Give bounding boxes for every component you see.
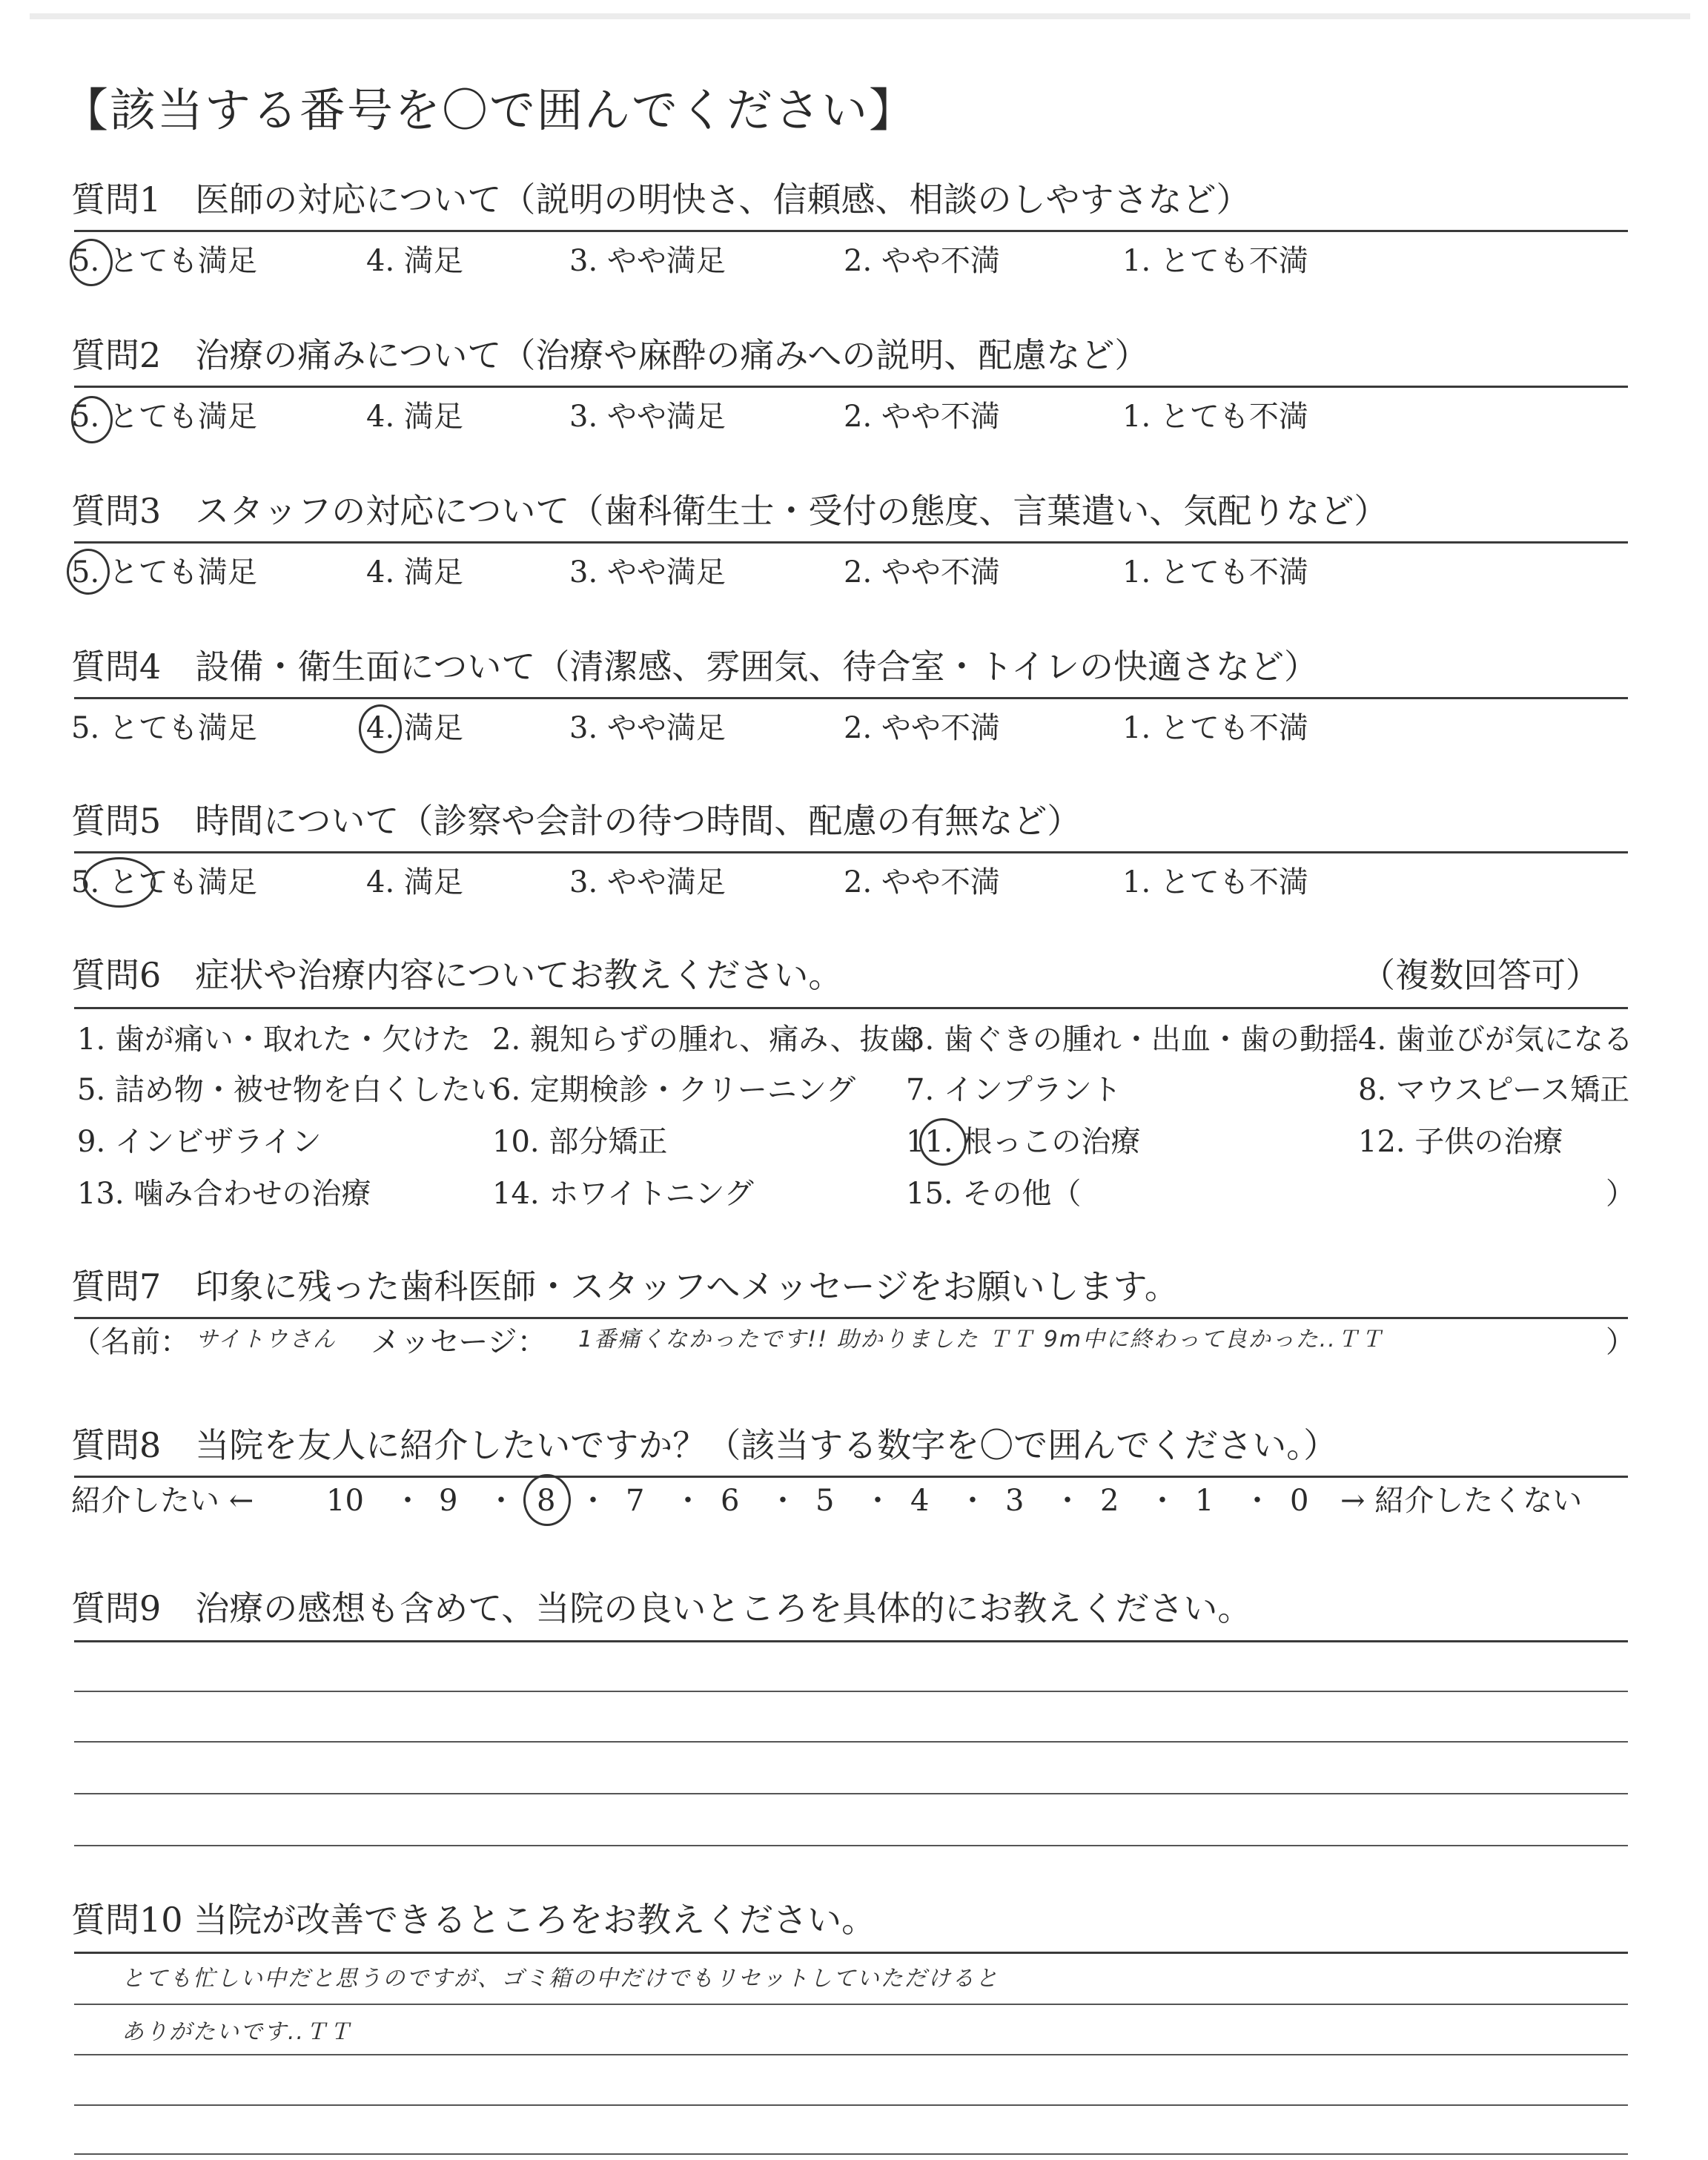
q5-option-1[interactable]: 1. とても不満	[1122, 865, 1308, 899]
q3-option-5[interactable]: 5. とても満足	[71, 555, 257, 589]
q2-selection-circle	[71, 396, 113, 443]
q8-scale-3[interactable]: 3	[1005, 1484, 1025, 1518]
q3-option-4[interactable]: 4. 満足	[366, 555, 463, 589]
question-7-label: 質問7 印象に残った歯科医師・スタッフへメッセージをお願いします。	[71, 1266, 1179, 1307]
q4-selection-circle	[359, 704, 402, 753]
q5-option-5[interactable]: 5. とても満足	[71, 865, 257, 899]
question-4-rule	[74, 697, 1628, 699]
q8-scale-1[interactable]: 1	[1195, 1484, 1214, 1518]
q8-scale-6[interactable]: 6	[721, 1484, 740, 1518]
q3-option-1[interactable]: 1. とても不満	[1122, 555, 1308, 589]
q8-scale-4[interactable]: 4	[910, 1484, 930, 1518]
q9-answer-line[interactable]	[74, 1793, 1628, 1794]
q8-scale-5[interactable]: 5	[815, 1484, 835, 1518]
q8-separator: ・	[1148, 1484, 1177, 1518]
q10-answer-line[interactable]	[74, 2153, 1628, 2155]
question-6-note: （複数回答可）	[1361, 955, 1600, 995]
q1-option-2[interactable]: 2. やや不満	[844, 244, 1000, 278]
q10-answer-line	[74, 2004, 1628, 2005]
q5-option-3[interactable]: 3. やや満足	[569, 865, 726, 899]
q8-separator: ・	[486, 1484, 516, 1518]
question-8-label: 質問8 当院を友人に紹介したいですか？（該当する数字を〇で囲んでください。）	[71, 1425, 1338, 1465]
q4-option-3[interactable]: 3. やや満足	[569, 711, 726, 745]
question-10-label: 質問10 当院が改善できるところをお教えください。	[71, 1900, 876, 1940]
q9-answer-line[interactable]	[74, 1845, 1628, 1846]
q8-selection-circle	[523, 1474, 571, 1526]
q6-item-11[interactable]: 11. 根っこの治療	[906, 1125, 1141, 1159]
question-2-label: 質問2 治療の痛みについて（治療や麻酔の痛みへの説明、配慮など）	[71, 335, 1149, 375]
q8-separator: ・	[578, 1484, 608, 1518]
q6-item-3[interactable]: 3. 歯ぐきの腫れ・出血・歯の動揺	[906, 1023, 1359, 1057]
q8-right-label: → 紹介したくない	[1340, 1484, 1583, 1518]
scan-top-edge	[30, 13, 1690, 19]
q2-option-2[interactable]: 2. やや不満	[844, 400, 1000, 434]
question-1-rule	[74, 230, 1628, 232]
q10-answer-line	[74, 2054, 1628, 2055]
q10-answer-line-1[interactable]: とても忙しい中だと思うのですが、ゴミ箱の中だけでもリセットしていただけると	[122, 1966, 999, 1992]
q1-option-5[interactable]: 5. とても満足	[71, 244, 257, 278]
q9-answer-line[interactable]	[74, 1741, 1628, 1743]
q6-item-4[interactable]: 4. 歯並びが気になる	[1358, 1023, 1633, 1057]
q4-option-2[interactable]: 2. やや不満	[844, 711, 1000, 745]
q5-option-4[interactable]: 4. 満足	[366, 865, 463, 899]
q4-option-4[interactable]: 4. 満足	[366, 711, 463, 745]
q10-answer-line[interactable]	[74, 2104, 1628, 2106]
q8-separator: ・	[673, 1484, 703, 1518]
q6-item-9[interactable]: 9. インビザライン	[77, 1125, 322, 1159]
q6-item-5[interactable]: 5. 詰め物・被せ物を白くしたい	[77, 1073, 500, 1107]
q7-message-value[interactable]: 1番痛くなかったです!! 助かりました ＴＴ 9m中に終わって良かった..ＴＴ	[578, 1327, 1384, 1353]
q6-item-12[interactable]: 12. 子供の治療	[1358, 1125, 1563, 1159]
q2-option-1[interactable]: 1. とても不満	[1122, 400, 1308, 434]
q6-item-15[interactable]: 15. その他（	[906, 1177, 1082, 1211]
q6-selection-circle	[919, 1118, 967, 1166]
q9-answer-line[interactable]	[74, 1691, 1628, 1692]
q6-item-15-close: ）	[1606, 1177, 1635, 1211]
question-9-rule	[74, 1640, 1628, 1642]
q8-scale-10[interactable]: 10	[326, 1484, 364, 1518]
q2-option-5[interactable]: 5. とても満足	[71, 400, 257, 434]
q8-separator: ・	[863, 1484, 893, 1518]
question-8-rule	[74, 1476, 1628, 1478]
q6-item-10[interactable]: 10. 部分矯正	[492, 1125, 668, 1159]
q3-option-2[interactable]: 2. やや不満	[844, 555, 1000, 589]
q1-option-4[interactable]: 4. 満足	[366, 244, 463, 278]
q10-answer-line-2[interactable]: ありがたいです..ＴＴ	[122, 2019, 353, 2045]
q6-item-6[interactable]: 6. 定期検診・クリーニング	[492, 1073, 856, 1107]
q8-scale-7[interactable]: 7	[626, 1484, 645, 1518]
q4-option-1[interactable]: 1. とても不満	[1122, 711, 1308, 745]
question-6-label: 質問6 症状や治療内容についてお教えください。	[71, 955, 843, 995]
q6-item-13[interactable]: 13. 噛み合わせの治療	[77, 1177, 371, 1211]
q1-option-1[interactable]: 1. とても不満	[1122, 244, 1308, 278]
q8-scale-9[interactable]: 9	[439, 1484, 458, 1518]
q8-separator: ・	[958, 1484, 987, 1518]
q2-option-4[interactable]: 4. 満足	[366, 400, 463, 434]
q7-name-value[interactable]: サイトウさん	[196, 1327, 337, 1353]
q8-separator: ・	[393, 1484, 423, 1518]
q1-selection-circle	[70, 239, 113, 286]
q4-option-5[interactable]: 5. とても満足	[71, 711, 257, 745]
question-3-label: 質問3 スタッフの対応について（歯科衛生士・受付の態度、言葉遣い、気配りなど）	[71, 491, 1388, 531]
question-10-rule	[74, 1952, 1628, 1954]
q3-selection-circle	[67, 549, 110, 595]
question-6-rule	[74, 1007, 1628, 1009]
q8-separator: ・	[1053, 1484, 1082, 1518]
q1-option-3[interactable]: 3. やや満足	[569, 244, 726, 278]
q6-item-7[interactable]: 7. インプラント	[906, 1073, 1122, 1107]
q3-option-3[interactable]: 3. やや満足	[569, 555, 726, 589]
q5-option-2[interactable]: 2. やや不満	[844, 865, 1000, 899]
question-3-rule	[74, 541, 1628, 544]
question-2-rule	[74, 386, 1628, 388]
q7-message-label: メッセージ：	[371, 1325, 547, 1359]
q8-scale-0[interactable]: 0	[1290, 1484, 1309, 1518]
q6-item-1[interactable]: 1. 歯が痛い・取れた・欠けた	[77, 1023, 471, 1057]
q5-selection-circle	[83, 857, 156, 908]
page-heading: 【該当する番号を〇で囲んでください】	[62, 83, 917, 137]
question-4-label: 質問4 設備・衛生面について（清潔感、雰囲気、待合室・トイレの快適さなど）	[71, 647, 1319, 687]
q6-item-14[interactable]: 14. ホワイトニング	[492, 1177, 754, 1211]
q6-item-2[interactable]: 2. 親知らずの腫れ、痛み、抜歯	[492, 1023, 919, 1057]
q2-option-3[interactable]: 3. やや満足	[569, 400, 726, 434]
q8-left-label: 紹介したい ←	[71, 1484, 254, 1518]
q8-scale-2[interactable]: 2	[1100, 1484, 1119, 1518]
question-7-rule	[74, 1317, 1628, 1319]
q8-scale-8[interactable]: 8	[537, 1484, 556, 1518]
question-9-label: 質問9 治療の感想も含めて、当院の良いところを具体的にお教えください。	[71, 1588, 1252, 1628]
q8-separator: ・	[768, 1484, 798, 1518]
q8-separator: ・	[1242, 1484, 1272, 1518]
question-5-rule	[74, 851, 1628, 853]
question-5-label: 質問5 時間について（診察や会計の待つ時間、配慮の有無など）	[71, 801, 1082, 841]
q6-item-8[interactable]: 8. マウスピース矯正	[1358, 1073, 1630, 1107]
q7-name-label: （名前：	[71, 1325, 190, 1359]
question-1-label: 質問1 医師の対応について（説明の明快さ、信頼感、相談のしやすさなど）	[71, 179, 1251, 219]
q7-close-paren: ）	[1606, 1325, 1635, 1359]
